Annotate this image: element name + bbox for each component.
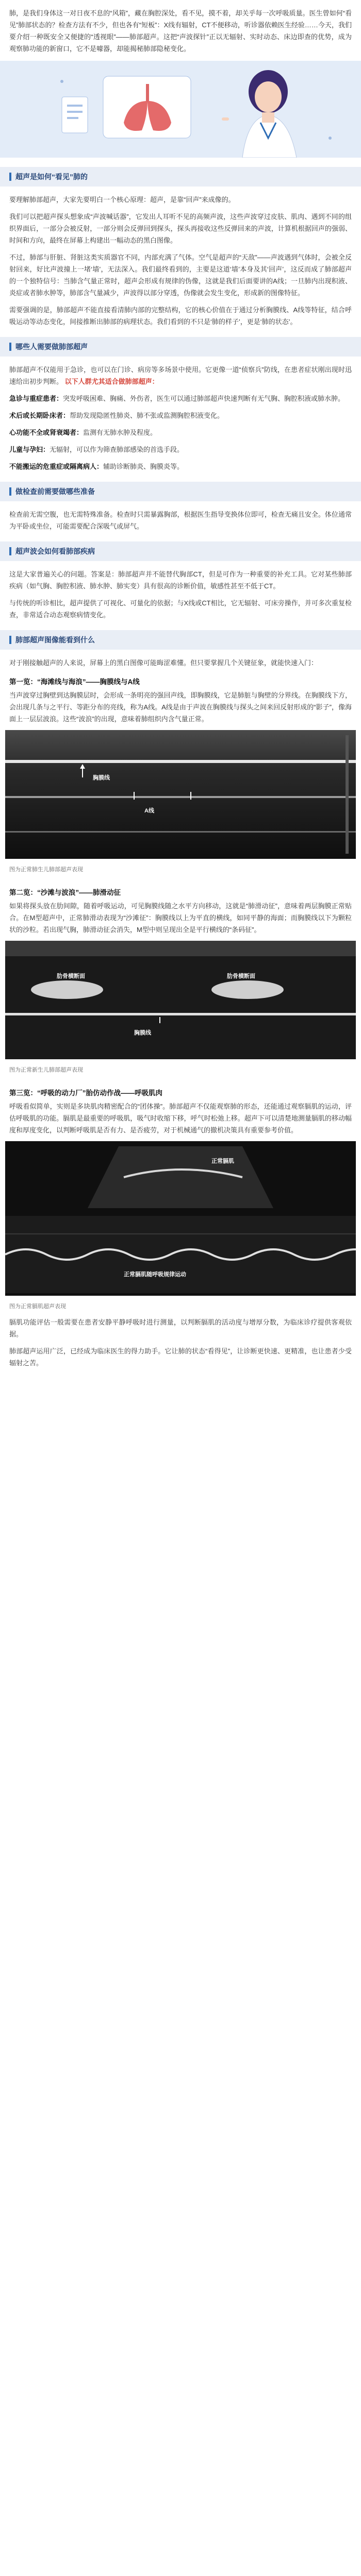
paragraph: 与传统的听诊相比，超声提供了可视化、可量化的依据；与X线或CT相比，它无辐射、可床旁操作，并可多次重复检查，非常适合动态观察病情变化。 — [9, 599, 352, 619]
item-value: 突发呼吸困难、胸痛、外伤者，医生可以通过肺部超声快速判断有无气胸、胸腔积液或肺水肿。 — [63, 395, 345, 402]
figure-title: 第二览：“沙滩与波浪”——肺滑动征 — [9, 889, 121, 896]
section-title: 哪些人需要做肺部超声 — [15, 343, 88, 351]
diaphragm-motion-label: 正常膈肌随呼吸规律运动 — [124, 1272, 186, 1278]
paragraph: 对于刚接触超声的人来说，屏幕上的黑白图像可能晦涩难懂。但只要掌握几个关键征象，就能快速入门： — [9, 659, 318, 667]
section-title: 超声波会如何看肺部疾病 — [15, 547, 95, 555]
section-bar — [9, 343, 11, 351]
paragraph: 当声波穿过胸壁到达胸膜层时，会形成一条明亮的强回声线，即胸膜线，它是肺脏与胸壁的分界线。在胸膜线下方，会出现几条与之平行、等距分布的亮线，称为A线。A线是由于声波在胸膜线与探头之间来回反射形成的“影子”，像海面上一层层波浪。这些“波浪”的出现，意味着肺组织内含气量正常。 — [9, 691, 352, 723]
list-item — [0, 393, 361, 404]
pleura-line-label: 胸膜线 — [134, 1030, 151, 1036]
list-item — [0, 427, 361, 438]
section-bar — [9, 636, 11, 644]
item-value: 无辐射，可以作为筛查肺部感染的首选手段。 — [50, 446, 184, 453]
section-title: 肺部超声图像能看到什么 — [15, 636, 95, 644]
paragraph: 检查前无需空腹，也无需特殊准备。检查时只需暴露胸部，根据医生指导变换体位即可，检查无痛且安全。体位通常为平卧或坐位，可能需要配合深吸气或屏气。 — [9, 511, 352, 530]
figure-caption: 图为正常肺生儿肺部超声表现 — [9, 867, 83, 873]
ultrasound-image-aline — [5, 730, 356, 859]
item-key: 术后或长期卧床者： — [9, 412, 70, 419]
hero-illustration — [0, 61, 361, 158]
list-item — [0, 461, 361, 472]
paragraph: 肺部超声运用广泛，已经成为临床医生的得力助手。它让肺的状态“看得见”，让诊断更快速、更精准，也让患者少受辐射之苦。 — [9, 1347, 352, 1367]
section-heading-who — [0, 337, 361, 357]
paragraph: 呼吸看似简单，实则是多块肌肉精密配合的“团体操”。肺部超声不仅能观察肺的形态，还能通过观察膈肌的运动，评估呼吸肌的功能。膈肌是最重要的呼吸肌，吸气时收缩下移，呼气时松弛上移。超声下可以清楚地测量膈肌的移动幅度和厚度变化，以判断呼吸肌是否有力、是否疲劳，对于机械通气的撤机决策具有重要参考价值。 — [9, 1103, 352, 1134]
section-bar — [9, 173, 11, 181]
section-bar — [9, 547, 11, 555]
section-heading-principle — [0, 167, 361, 187]
item-value: 监测有无肺水肿及程度。 — [83, 429, 157, 436]
item-value: 帮助发现隐匿性肺炎、肺不张或监测胸腔积液变化。 — [70, 412, 224, 419]
item-key: 儿童与孕妇： — [9, 446, 50, 453]
paragraph — [0, 364, 361, 387]
item-value: 辅助诊断肺炎、胸膜炎等。 — [103, 463, 184, 470]
list-item — [0, 410, 361, 421]
pleura-line-label: 胸膜线 — [93, 775, 110, 781]
paragraph: 不过，肺部与肝脏、肾脏这类实质器官不同，内部充满了气体。空气是超声的“天敌”——声波遇到气体时，会被全反射回来，好比声波撞上一堵‘墙’，无法深入。我们最终看到的，主要是这道‘墙’本身及其‘回声’，这反而成了肺部超声的一个独特信号：当肺含气量正常时，超声会形成有规律的伪像，这就是我们后面要讲的A线；一旦肺内出现积液、炎症或者肺水肿等，肺部含气量减少，声波得以部分穿透，伪像就会发生变化，形成新的图像特征。 — [9, 253, 352, 297]
paragraph: 需要强调的是，肺部超声不能直接看清肺内部的完整结构，它的核心价值在于通过分析胸膜线、A线等特征，结合呼吸运动等动态变化，间接推断出肺部的病理状态。我们看到的不只是‘肺的样子’，更是‘肺的状态’。 — [9, 306, 352, 326]
item-key: 不能搬运的危重症或隔离病人： — [9, 463, 104, 470]
list-item — [0, 444, 361, 455]
highlight-text: 以下人群尤其适合做肺部超声： — [64, 378, 159, 385]
paragraph: 这是大家普遍关心的问题。答案是：肺部超声并不能替代胸部CT，但是可作为一种重要的补充工具。它对某些肺部疾病（如气胸、胸腔积液、肺水肿、肺实变）具有很高的诊断价值，敏感性甚至不低于CT。 — [9, 570, 352, 590]
diaphragm-label: 正常膈肌 — [211, 1158, 234, 1164]
intro-paragraph: 肺，是我们身体这一对日夜不息的“风箱”，藏在胸腔深处，看不见，摸不着，却关乎每一次呼吸质量。医生曾如何“看见”肺部状态的？检查方法有不少，但也各有“短板”：X线有辐射，CT不便移动，听诊器依赖医生经验……今天，我们要介绍一种既安全又便捷的“透视眼”——肺部超声。这把“声波探针”正以无辐射、实时动态、床边即查的优势，成为观察肺功能的新窗口，它不是噱器，却能揭秘肺部隐秘变化。 — [9, 9, 352, 53]
section-bar — [9, 487, 11, 496]
rib-left-label: 肋骨横断面 — [57, 973, 85, 979]
item-key: 心功能不全或肾衰竭者： — [9, 429, 84, 436]
figure-title: 第一览：“海滩线与海浪”——胸膜线与A线 — [9, 678, 140, 686]
rib-right-label: 肋骨横断面 — [227, 973, 255, 979]
paragraph: 如果将探头放在肋间隙，随着呼吸运动，可见胸膜线随之水平方向移动，这就是“肺滑动征”，意味着两层胸膜正常贴合。在M型超声中，正常肺滑动表现为“沙滩征”：胸膜线以上为平直的横线，如同平静的海面；而胸膜线以下为颗粒状的沙粒。若出现气胸，肺滑动征会消失，M型中则呈现出全是平行横线的“条码征”。 — [9, 902, 352, 934]
section-heading-prep — [0, 482, 361, 501]
paragraph: 要理解肺部超声，大家先要明白一个核心原理：超声，是靠“回声”来成像的。 — [9, 196, 235, 204]
a-line-label: A线 — [144, 808, 154, 814]
lead-text: 肺部超声不仅能用于急诊，也可以在门诊、病房等多场景中使用。它更像一道“侦察兵”防线，在患者症状刚出现时迅速给出初步判断。 — [9, 366, 352, 385]
ultrasound-image-diaphragm — [5, 1141, 356, 1296]
section-heading-images — [0, 630, 361, 650]
paragraph: 我们可以把超声探头想象成“声波喊话器”，它发出人耳听不见的高频声波，这些声波穿过皮肤、肌肉、遇到不同的组织界面后，一部分会被反射，一部分则会反弹回到探头，探头再接收这些反弹回来的声波，计算机根据回声的强弱、时间和方向，最终在屏幕上构建出一幅动态的黑白图像。 — [9, 213, 352, 244]
section-title: 超声是如何“看见”肺的 — [15, 173, 88, 181]
figure-caption: 图为正常新生儿肺部超声表现 — [9, 1067, 83, 1073]
ultrasound-image-lung-sliding — [5, 941, 356, 1059]
paragraph: 膈肌功能评估一般需要在患者安静平静呼吸时进行测量，以判断膈肌的活动度与增厚分数，为临床诊疗提供客观依据。 — [9, 1318, 352, 1338]
figure-caption: 图为正常膈肌超声表现 — [9, 1303, 66, 1310]
figure-title: 第三览：“呼吸的动力厂”胎仿动作战——呼吸肌肉 — [9, 1089, 162, 1097]
item-key: 急诊与重症患者： — [9, 395, 63, 402]
section-heading-vs-ct — [0, 541, 361, 561]
section-title: 做检查前需要做哪些准备 — [15, 487, 95, 496]
